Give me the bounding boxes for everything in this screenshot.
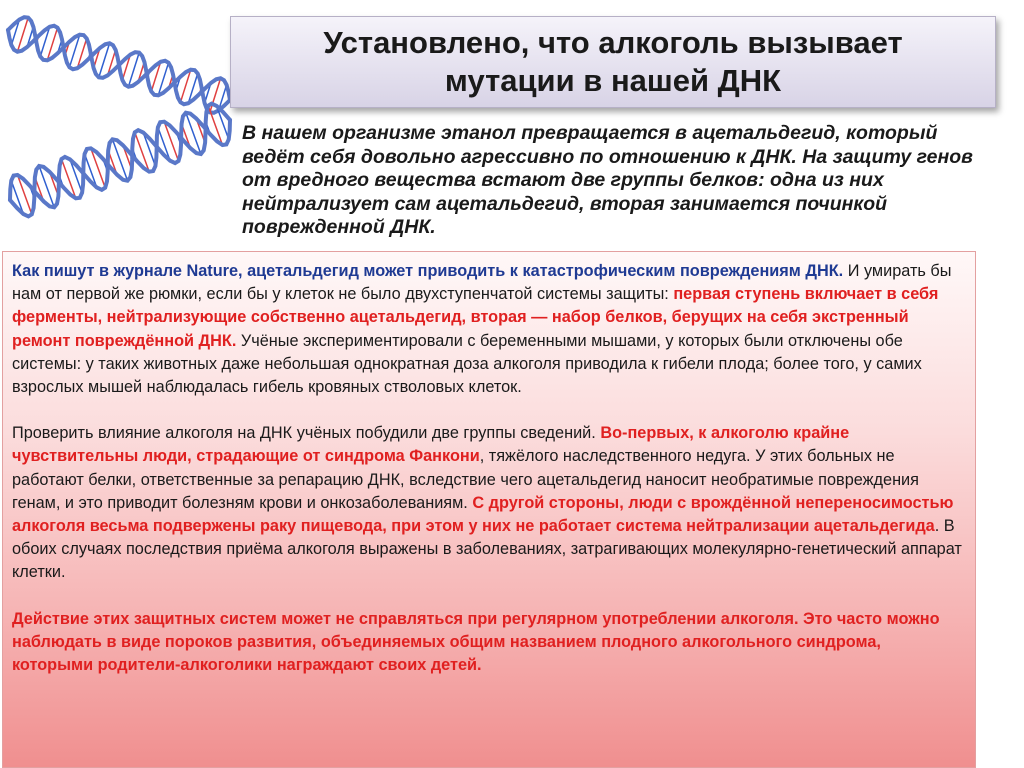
intro-text: В нашем организме этанол превращается в ацетальдегид, который ведёт себя довольно агрессивно по отношению к ДНК. На защиту генов от вредного вещества встают две группы белков: одна из них нейтрализует сам ацетальдегид, вторая занимается починкой поврежденной ДНК. [242, 122, 973, 238]
paragraph-1 [12, 260, 965, 399]
text-span: Как пишут в журнале Nature, ацетальдегид может приводить к катастрофическим повреждениям ДНК. [12, 262, 844, 280]
text-span: Действие этих защитных систем может не справляться при регулярном употреблении алкоголя. Это часто можно наблюдать в виде пороков развития, объединяемых общим названием плодного алкогольного синдрома, которыми родители-алкоголики награждают своих детей. [12, 609, 940, 675]
text-span: Учёные экспериментировали с беременными мышами, у которых были отключены обе системы: у таких животных даже небольшая однократная доза алкоголя приводила к гибели плода; более того, у самих взрослых мышей наблюдалась гибель кровяных стволовых клеток. [12, 331, 922, 397]
dna-helix-icon [10, 104, 230, 217]
title-box [230, 16, 996, 108]
main-text-box [2, 251, 976, 768]
text-span: . В обоих случаях последствия приёма алкоголя выражены в заболеваниях, затрагивающих молекулярно-генетический аппарат клетки. [12, 517, 962, 582]
paragraph-2 [12, 422, 965, 584]
text-span: первая ступень включает в себя ферменты, нейтрализующие собственно ацетальдегид, вторая — набор белков, берущих на себя экстренный ремонт повреждённой ДНК. [12, 285, 939, 350]
text-span: Проверить влияние алкоголя на ДНК учёных побудили две группы сведений. [12, 424, 601, 443]
page-title: Установлено, что алкоголь вызывает мутации в нашей ДНК [323, 25, 903, 98]
text-span: Во-первых, к алкоголю крайне чувствительны люди, страдающие от синдрома Фанкони [12, 424, 850, 466]
dna-helix-icon [8, 17, 230, 113]
dna-helix-image [0, 0, 240, 230]
text-span: , тяжёлого наследственного недуга. У этих больных не работают белки, ответственные за репарацию ДНК, вследствие чего ацетальдегид наносит необратимые повреждения генам, и это приводит болезням крови и онкозаболеваниям. [12, 447, 919, 512]
paragraph-3 [12, 608, 965, 678]
text-span: И умирать бы нам от первой же рюмки, если бы у клеток не было двухступенчатой системы защиты: [12, 262, 952, 304]
text-span: С другой стороны, люди с врождённой непереносимостью алкоголя весьма подвержены раку пищевода, при этом у них не работает система нейтрализации ацетальдегида [12, 493, 954, 536]
